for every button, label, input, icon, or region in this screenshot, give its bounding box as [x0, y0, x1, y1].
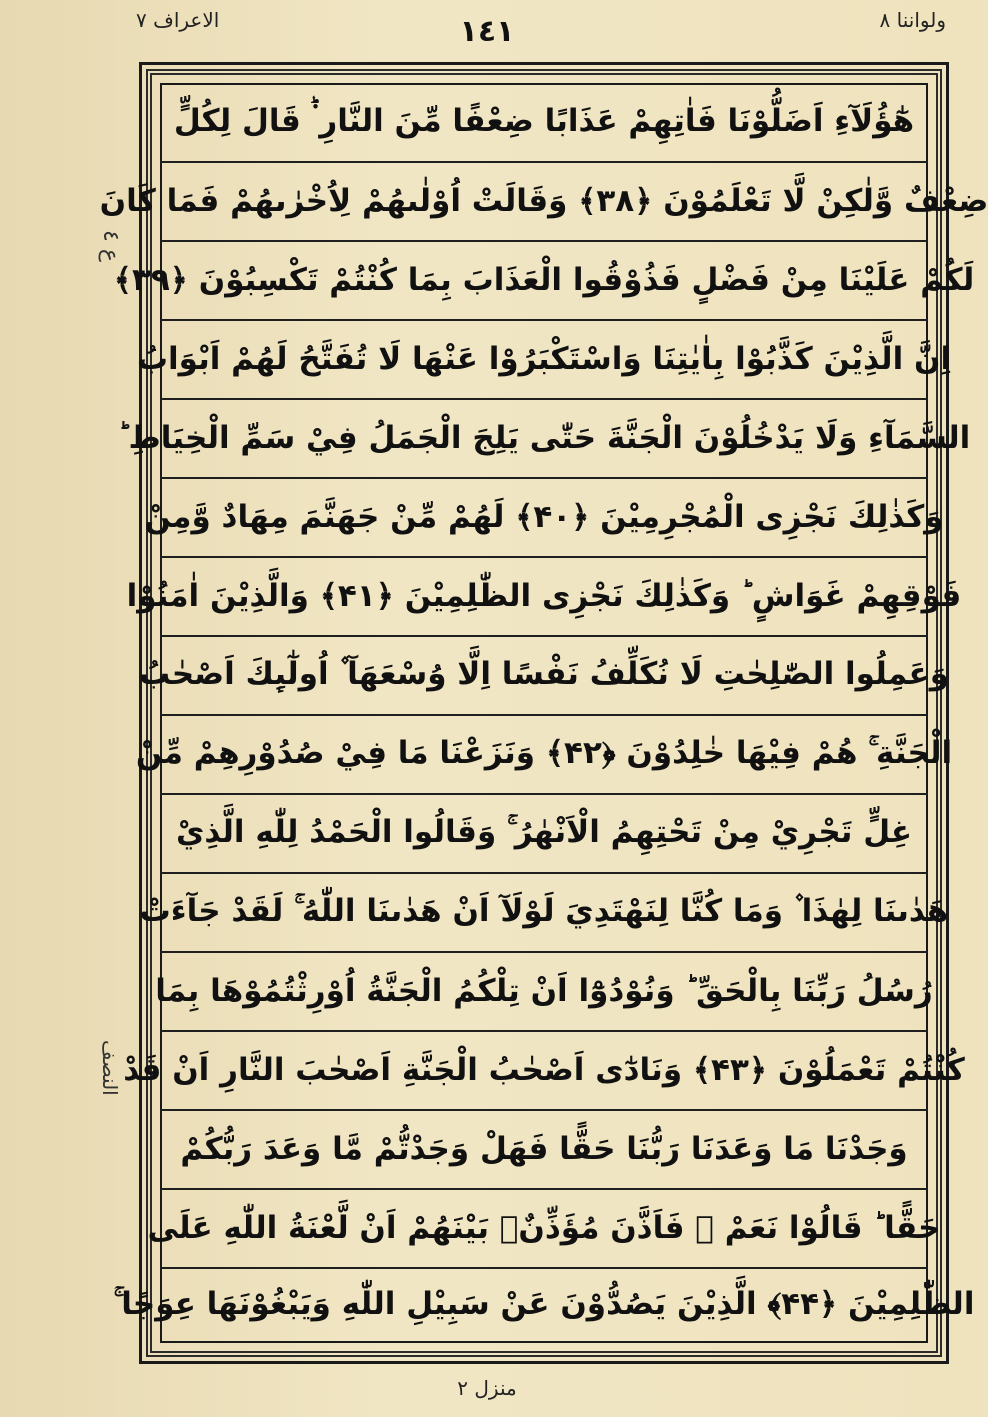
- verse-line-14: وَجَدْنَا مَا وَعَدَنَا رَبُّنَا حَقًّا فَهَلْ وَجَدْتُّمْ مَّا وَعَدَ رَبُّكُمْ: [180, 1130, 908, 1167]
- verse-line-3: لَكُمْ عَلَيْنَا مِنْ فَضْلٍ فَذُوْقُوا الْعَذَابَ بِمَا كُنْتُمْ تَكْسِبُوْنَ ﴿۳۹﴾: [113, 261, 975, 298]
- verse-line-5: السَّمَآءِ وَلَا يَدْخُلُوْنَ الْجَنَّةَ حَتّٰى يَلِجَ الْجَمَلُ فِيْ سَمِّ الْخِيَاطِ ؕ: [117, 419, 971, 456]
- manzil-footer: منزل ٢: [457, 1376, 517, 1400]
- verse-line-4: اِنَّ الَّذِيْنَ كَذَّبُوْا بِاٰيٰتِنَا وَاسْتَكْبَرُوْا عَنْهَا لَا تُفَتَّحُ لَهُمْ اَبْوَابُ: [136, 340, 952, 377]
- surah-header: الاعراف ٧: [136, 8, 220, 32]
- page-number: ١٤١: [459, 14, 515, 49]
- verse-line-15: حَقًّا ؕ قَالُوْا نَعَمْ ۚ فَاَذَّنَ مُؤَذِّنٌۢ بَيْنَهُمْ اَنْ لَّعْنَةُ اللّٰهِ عَلَى: [147, 1209, 941, 1246]
- verse-line-11: هَدٰىنَا لِهٰذَا ۫ وَمَا كُنَّا لِنَهْتَدِيَ لَوْلَآ اَنْ هَدٰىنَا اللّٰهُ ۚ لَقَدْ جَآءَتْ: [139, 893, 949, 929]
- verse-line-2: ضِعْفٌ وَّلٰكِنْ لَّا تَعْلَمُوْنَ ﴿۳۸﴾ وَقَالَتْ اُوْلٰىهُمْ لِاُخْرٰىهُمْ فَمَا كَانَ: [99, 182, 988, 219]
- half-mark: النصف: [98, 1040, 122, 1096]
- verse-line-9: الْجَنَّةِ ۚ هُمْ فِيْهَا خٰلِدُوْنَ ﴿۴۲﴾ وَنَزَعْنَا مَا فِيْ صُدُوْرِهِمْ مِّنْ: [135, 735, 953, 771]
- verse-line-6: وَكَذٰلِكَ نَجْزِى الْمُجْرِمِيْنَ ﴿۴۰﴾ لَهُمْ مِّنْ جَهَنَّمَ مِهَادٌ وَّمِنْ: [144, 498, 944, 535]
- verse-line-16: الظّٰلِمِيْنَ ﴿۴۴﴾ الَّذِيْنَ يَصُدُّوْنَ عَنْ سَبِيْلِ اللّٰهِ وَيَبْغُوْنَهَا عِوَجًا ۚ: [113, 1286, 975, 1322]
- verse-line-1: هٰٓؤُلَآءِ اَضَلُّوْنَا فَاٰتِهِمْ عَذَابًا ضِعْفًا مِّنَ النَّارِ ۬ؕ قَالَ لِكُلٍّ: [173, 103, 915, 139]
- verse-line-12: رُسُلُ رَبِّنَا بِالْحَقِّ ؕ وَنُوْدُوْٓا اَنْ تِلْكُمُ الْجَنَّةُ اُوْرِثْتُمُوْهَا بِمَا: [155, 972, 933, 1009]
- verse-line-7: فَوْقِهِمْ غَوَاشٍ ؕ وَكَذٰلِكَ نَجْزِى الظّٰلِمِيْنَ ﴿۴۱﴾ وَالَّذِيْنَ اٰمَنُوْا: [126, 577, 962, 614]
- juz-header: ولواننا ٨: [879, 8, 946, 32]
- verse-line-13: كُنْتُمْ تَعْمَلُوْنَ ﴿۴۳﴾ وَنَادٰٓى اَصْحٰبُ الْجَنَّةِ اَصْحٰبَ النَّارِ اَنْ قَدْ: [123, 1051, 965, 1088]
- verse-line-8: وَعَمِلُوا الصّٰلِحٰتِ لَا نُكَلِّفُ نَفْسًا اِلَّا وُسْعَهَآ ۫ اُولٰٓىِٕكَ اَصْحٰبُ: [139, 656, 949, 692]
- ruku-mark: ع ٤: [98, 230, 123, 262]
- verse-line-10: غِلٍّ تَجْرِيْ مِنْ تَحْتِهِمُ الْاَنْهٰرُ ۚ وَقَالُوا الْحَمْدُ لِلّٰهِ الَّذِيْ: [175, 814, 913, 850]
